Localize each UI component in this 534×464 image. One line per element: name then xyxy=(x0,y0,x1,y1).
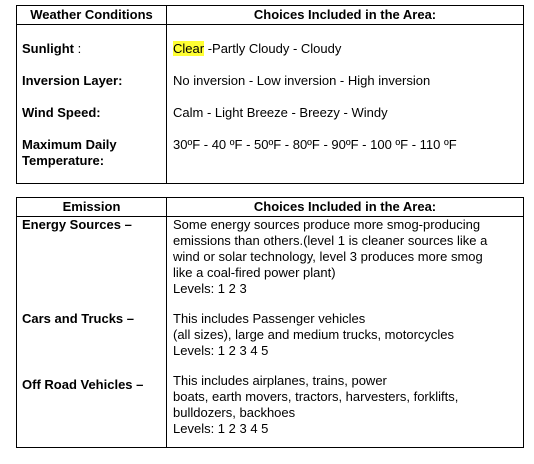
energy-sources-line: Some energy sources produce more smog-producing xyxy=(173,217,481,232)
sunlight-label: Sunlight xyxy=(22,41,74,56)
energy-sources-levels: Levels: 1 2 3 xyxy=(173,281,247,296)
temperature-label-row xyxy=(22,137,166,169)
inversion-choices-row xyxy=(173,73,523,105)
weather-header-row xyxy=(17,6,524,25)
sunlight-label-row xyxy=(22,41,166,73)
emission-body-row xyxy=(17,217,524,448)
weather-body-row xyxy=(17,25,524,184)
cars-and-trucks-levels: Levels: 1 2 3 4 5 xyxy=(173,343,269,358)
wind-speed-choices: Calm - Light Breeze - Breezy - Windy xyxy=(173,105,388,120)
sunlight-choices-row xyxy=(173,41,523,73)
sunlight-choices: -Partly Cloudy - Cloudy xyxy=(204,41,342,56)
weather-conditions-table xyxy=(16,5,524,184)
energy-sources-line: emissions than others.(level 1 is cleaner sources like a xyxy=(173,233,488,248)
cars-and-trucks-line: This includes Passenger vehicles xyxy=(173,311,366,326)
wind-choices-row xyxy=(173,105,523,137)
sunlight-label-suffix: : xyxy=(74,41,82,56)
max-daily-temperature-label-line2: Temperature: xyxy=(22,153,105,168)
emission-labels-cell xyxy=(17,217,167,448)
off-road-vehicles-line: This includes airplanes, trains, power xyxy=(173,373,387,388)
max-daily-temperature-choices: 30ºF - 40 ºF - 50ºF - 80ºF - 90ºF - 100 ºF - 110 ºF xyxy=(173,137,457,152)
temperature-choices-row xyxy=(173,137,523,169)
cars-and-trucks-description xyxy=(173,311,523,359)
wind-label-row xyxy=(22,105,166,137)
energy-sources-description xyxy=(173,217,523,297)
sunlight-highlighted-choice: Clear xyxy=(173,41,205,56)
cars-and-trucks-label: Cars and Trucks – xyxy=(22,311,134,326)
weather-header-conditions: Weather Conditions xyxy=(17,6,167,25)
weather-labels-cell xyxy=(17,25,167,184)
inversion-label-row xyxy=(22,73,166,105)
max-daily-temperature-label-line1: Maximum Daily xyxy=(22,137,117,152)
off-road-vehicles-line: bulldozers, backhoes xyxy=(173,405,296,420)
emission-header-choices: Choices Included in the Area: xyxy=(167,198,524,217)
energy-sources-line: wind or solar technology, level 3 produces more smog xyxy=(173,249,483,264)
inversion-layer-choices: No inversion - Low inversion - High inversion xyxy=(173,73,431,88)
energy-sources-line: like a coal-fired power plant) xyxy=(173,265,336,280)
energy-sources-label: Energy Sources – xyxy=(22,217,132,232)
off-road-vehicles-levels: Levels: 1 2 3 4 5 xyxy=(173,421,269,436)
wind-speed-label: Wind Speed: xyxy=(22,105,101,120)
off-road-vehicles-line: boats, earth movers, tractors, harvesters, forklifts, xyxy=(173,389,459,404)
off-road-vehicles-label: Off Road Vehicles – xyxy=(22,377,144,392)
emission-choices-cell xyxy=(167,217,524,448)
emission-header-label: Emission xyxy=(17,198,167,217)
weather-choices-cell xyxy=(167,25,524,184)
weather-header-choices: Choices Included in the Area: xyxy=(167,6,524,25)
cars-and-trucks-line: (all sizes), large and medium trucks, motorcycles xyxy=(173,327,455,342)
emission-table xyxy=(16,197,524,448)
off-road-vehicles-description xyxy=(173,373,523,437)
inversion-layer-label: Inversion Layer: xyxy=(22,73,123,88)
emission-header-row xyxy=(17,198,524,217)
